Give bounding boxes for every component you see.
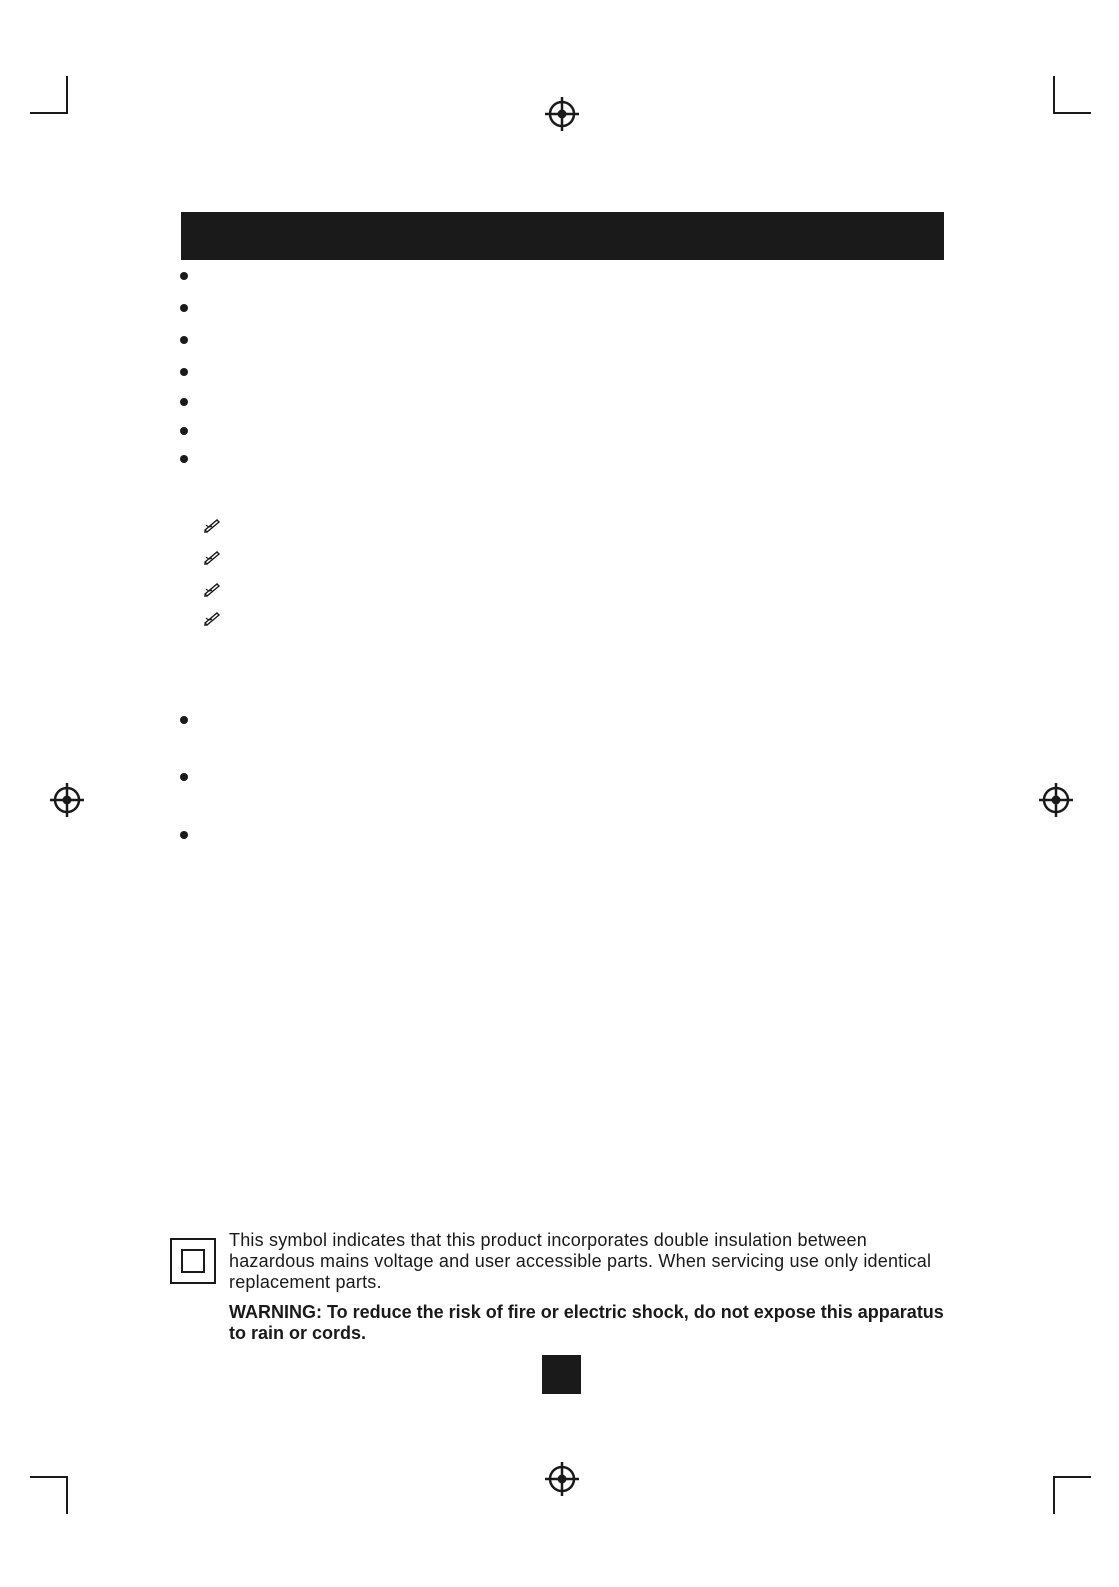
- pencil-note-icon: [203, 581, 221, 597]
- registration-mark-icon: [545, 1462, 579, 1496]
- list-bullet: [180, 831, 188, 839]
- double-insulation-icon: [170, 1238, 216, 1284]
- crop-mark-top-right-v: [1053, 76, 1055, 114]
- pencil-note-icon: [203, 610, 221, 626]
- crop-mark-bottom-right-h: [1053, 1476, 1091, 1478]
- double-insulation-inner-square: [181, 1249, 205, 1273]
- list-bullet: [180, 272, 188, 280]
- list-bullet: [180, 427, 188, 435]
- list-bullet: [180, 398, 188, 406]
- list-bullet: [180, 368, 188, 376]
- page-number-block: [542, 1355, 581, 1394]
- list-bullet: [180, 773, 188, 781]
- warning-notice: WARNING: To reduce the risk of fire or electric shock, do not expose this apparatus to rain or cords.: [229, 1302, 944, 1343]
- crop-mark-top-left-v: [66, 76, 68, 114]
- crop-mark-top-right-h: [1053, 112, 1091, 114]
- registration-mark-icon: [545, 97, 579, 131]
- double-insulation-notice: This symbol indicates that this product incorporates double insulation between hazardous mains voltage and user accessible parts. When servicing use only identical replacement parts.: [229, 1230, 932, 1292]
- crop-mark-bottom-left-v: [66, 1476, 68, 1514]
- crop-mark-bottom-right-v: [1053, 1476, 1055, 1514]
- list-bullet: [180, 304, 188, 312]
- pencil-note-icon: [203, 517, 221, 533]
- list-bullet: [180, 336, 188, 344]
- registration-mark-icon: [1039, 783, 1073, 817]
- list-bullet: [180, 455, 188, 463]
- registration-mark-icon: [50, 783, 84, 817]
- pencil-note-icon: [203, 549, 221, 565]
- crop-mark-top-left-h: [30, 112, 68, 114]
- crop-mark-bottom-left-h: [30, 1476, 68, 1478]
- list-bullet: [180, 716, 188, 724]
- section-header-bar: [181, 212, 944, 260]
